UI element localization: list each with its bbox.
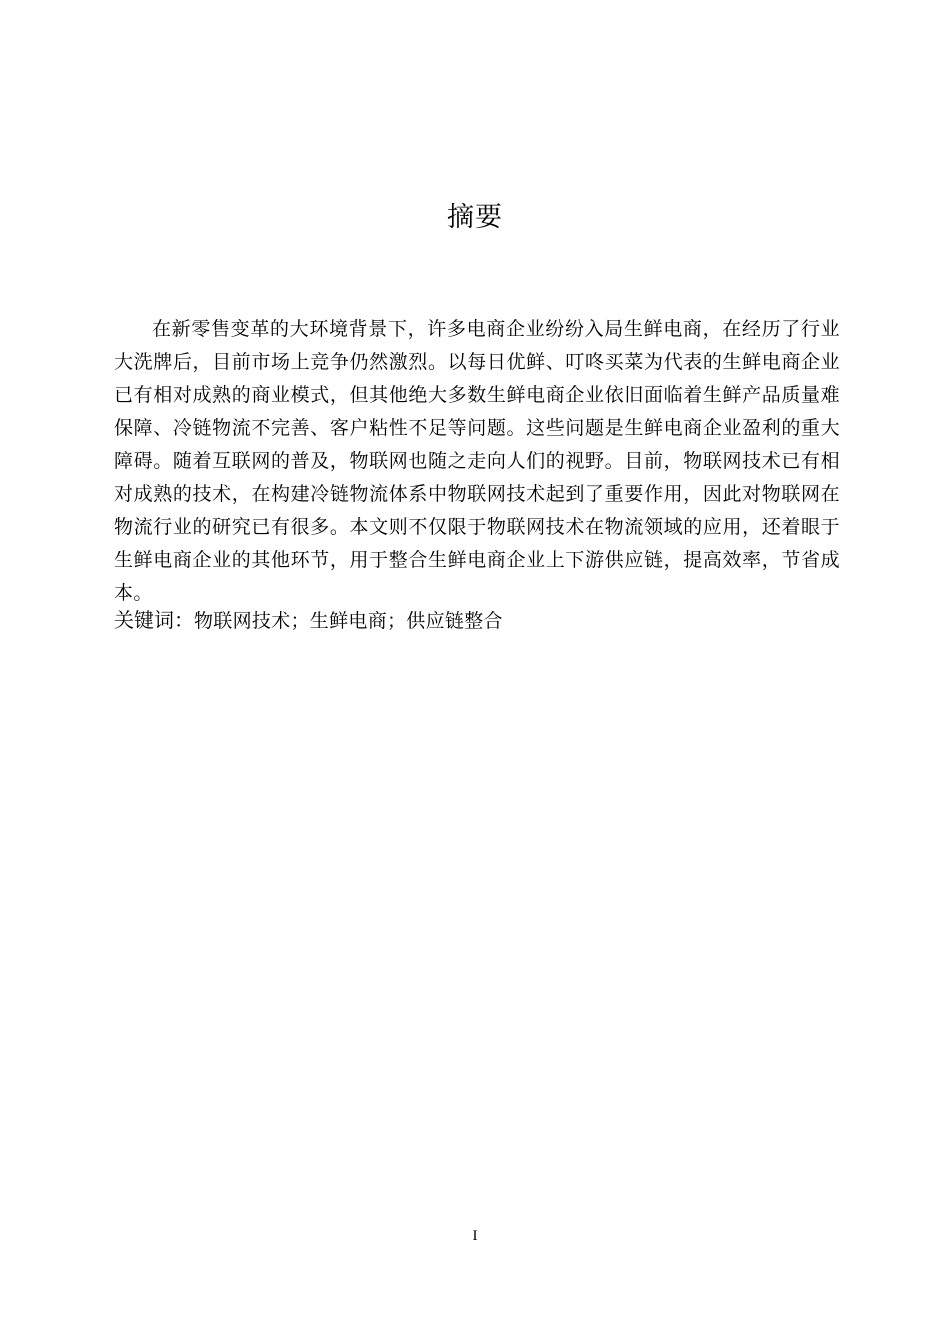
page-title: 摘要 bbox=[447, 202, 503, 233]
keywords-label: 关键词： bbox=[114, 608, 194, 632]
keywords-line bbox=[114, 604, 840, 638]
keywords-text: 物联网技术；生鲜电商；供应链整合 bbox=[194, 610, 503, 632]
abstract-paragraph: 在新零售变革的大环境背景下，许多电商企业纷纷入局生鲜电商，在经历了行业大洗牌后，目前市场上竞争仍然激烈。以每日优鲜、叮咚买菜为代表的生鲜电商企业已有相对成熟的商业模式，但其他绝大多数生鲜电商企业依旧面临着生鲜产品质量难保障、冷链物流不完善、客户粘性不足等问题。这些问题是生鲜电商企业盈利的重大障碍。随着互联网的普及，物联网也随之走向人们的视野。目前，物联网技术已有相对成熟的技术，在构建冷链物流体系中物联网技术起到了重要作用，因此对物联网在物流行业的研究已有很多。本文则不仅限于物联网技术在物流领域的应用，还着眼于生鲜电商企业的其他环节，用于整合生鲜电商企业上下游供应链，提高效率，节省成本。 bbox=[114, 318, 840, 604]
page-number: I bbox=[472, 1228, 478, 1244]
